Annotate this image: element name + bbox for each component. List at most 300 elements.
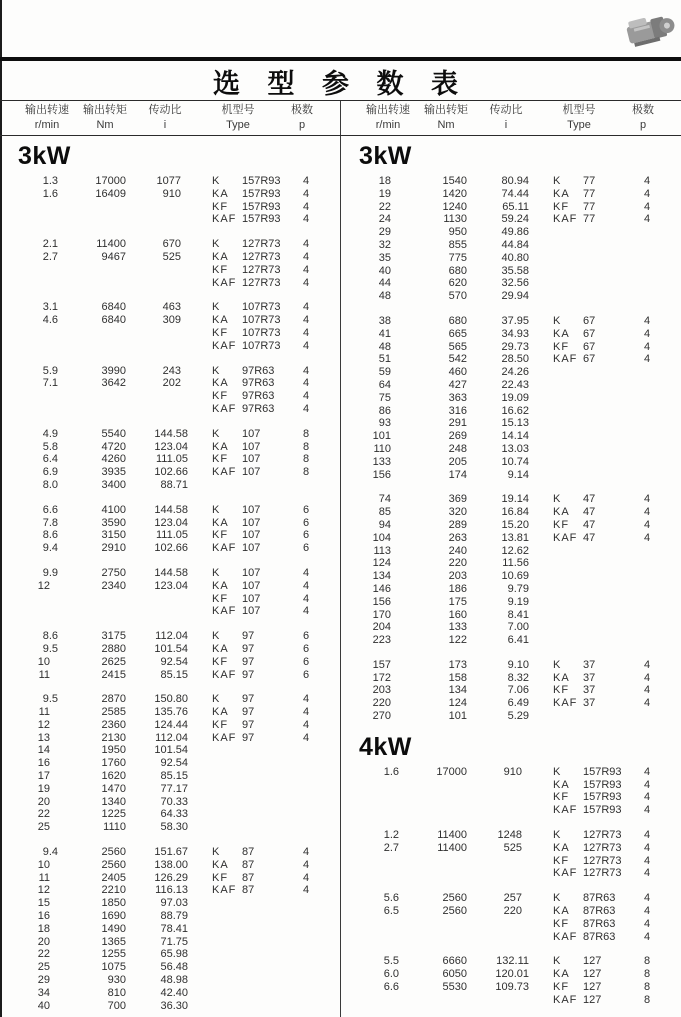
poles-cell <box>633 379 661 392</box>
type-prefix-cell: KA <box>212 440 229 453</box>
torque-cell: 2750 <box>101 566 126 579</box>
table-row <box>341 379 681 392</box>
torque-cell: 2405 <box>101 871 126 884</box>
type-prefix-cell <box>553 469 583 482</box>
type-prefix-cell: KA <box>553 506 570 519</box>
type-prefix-cell <box>212 796 242 809</box>
ratio-cell: 92.54 <box>160 757 188 770</box>
table-header <box>0 100 681 136</box>
torque-cell: 133 <box>448 621 467 634</box>
type-prefix-cell: K <box>212 846 221 859</box>
type-prefix-cell <box>212 974 242 987</box>
speed-cell <box>341 855 399 868</box>
ratio-cell <box>467 867 529 880</box>
type-prefix-cell <box>212 948 242 961</box>
row-group <box>341 659 681 723</box>
poles-cell: 4 <box>643 791 651 804</box>
speed-cell: 12 <box>37 884 50 897</box>
speed-cell: 6.0 <box>383 968 399 981</box>
table-row <box>341 994 681 1007</box>
ratio-cell: 123.04 <box>154 440 188 453</box>
row-group <box>341 955 681 1006</box>
ratio-cell: 85.15 <box>160 770 188 783</box>
type-prefix-cell <box>212 783 242 796</box>
speed-cell: 12 <box>37 718 50 731</box>
type-prefix-cell <box>553 710 583 723</box>
type-model-cell: 127R73 <box>242 238 281 251</box>
ratio-cell: 10.69 <box>501 570 529 583</box>
type-model-cell: 107 <box>242 579 261 592</box>
poles-cell: 8 <box>302 427 310 440</box>
torque-cell <box>58 277 126 290</box>
ratio-cell: 6.41 <box>507 634 529 647</box>
ratio-cell: 123.04 <box>154 579 188 592</box>
torque-cell: 4260 <box>101 453 126 466</box>
table-row <box>0 264 340 277</box>
ratio-cell <box>126 593 188 606</box>
table-row <box>341 583 681 596</box>
poles-cell <box>633 405 661 418</box>
table-row <box>341 430 681 443</box>
table-row <box>341 341 681 354</box>
gearmotor-logo-image <box>622 5 676 51</box>
speed-cell: 48 <box>378 290 391 303</box>
table-row <box>0 1000 340 1013</box>
table-row <box>0 542 340 555</box>
ratio-cell: 13.03 <box>501 442 529 455</box>
ratio-cell <box>126 340 188 353</box>
type-prefix-cell: KF <box>212 390 229 403</box>
poles-cell: 4 <box>302 276 310 289</box>
table-row <box>0 340 340 353</box>
torque-cell: 2340 <box>101 579 126 592</box>
type-model-cell: 97 <box>242 693 255 706</box>
torque-cell: 2625 <box>101 655 126 668</box>
speed-cell: 18 <box>378 175 391 187</box>
table-row <box>0 580 340 593</box>
ratio-cell: 6.49 <box>507 697 529 710</box>
poles-cell <box>633 621 661 634</box>
torque-cell: 1340 <box>101 795 126 808</box>
type-model-cell: 107 <box>242 516 261 529</box>
ratio-cell: 65.98 <box>160 948 188 961</box>
speed-cell: 6.6 <box>42 503 58 516</box>
type-prefix-cell <box>212 1000 242 1013</box>
speed-cell: 25 <box>37 961 50 974</box>
table-row <box>0 923 340 936</box>
type-model-cell <box>242 987 290 1000</box>
speed-cell: 157 <box>372 658 391 671</box>
torque-cell: 1950 <box>101 744 126 757</box>
type-prefix-cell: K <box>212 630 221 643</box>
poles-cell: 4 <box>302 579 310 592</box>
speed-cell: 8.6 <box>42 630 58 643</box>
type-model-cell <box>583 290 631 303</box>
type-model-cell: 127R73 <box>583 841 622 854</box>
ratio-cell <box>126 213 188 226</box>
speed-cell: 10 <box>37 858 50 871</box>
ratio-cell: 34.93 <box>501 327 529 340</box>
table-row <box>341 855 681 868</box>
table-row <box>0 656 340 669</box>
speed-cell: 32 <box>378 238 391 251</box>
type-prefix-cell <box>553 557 583 570</box>
speed-cell: 59 <box>378 366 391 379</box>
ratio-cell <box>467 994 529 1007</box>
torque-cell: 1130 <box>443 213 467 226</box>
ratio-cell: 92.54 <box>160 655 188 668</box>
speed-cell: 113 <box>373 544 391 557</box>
poles-cell: 8 <box>643 968 651 981</box>
torque-cell: 1420 <box>442 187 467 200</box>
type-prefix-cell: KF <box>212 718 229 731</box>
type-prefix-cell: KF <box>553 791 570 804</box>
row-group <box>0 428 340 492</box>
table-row <box>341 892 681 905</box>
ratio-cell <box>126 605 188 618</box>
torque-cell: 950 <box>448 226 467 239</box>
table-row <box>341 672 681 685</box>
type-prefix-cell <box>212 757 242 770</box>
table-row <box>341 791 681 804</box>
table-row <box>0 910 340 923</box>
torque-cell: 2415 <box>101 668 126 681</box>
ratio-cell: 28.50 <box>501 353 529 366</box>
ratio-cell: 88.79 <box>160 910 188 923</box>
speed-cell: 86 <box>378 404 391 417</box>
poles-cell: 6 <box>302 516 310 529</box>
type-prefix-cell: K <box>553 829 562 842</box>
type-model-cell <box>242 948 290 961</box>
type-prefix-cell: KAF <box>553 867 578 880</box>
type-model-cell <box>583 265 631 278</box>
ratio-cell: 77.17 <box>160 782 188 795</box>
type-model-cell: 97 <box>242 642 255 655</box>
type-model-cell: 97 <box>242 668 255 681</box>
ratio-cell: 124.44 <box>154 718 188 731</box>
poles-cell <box>633 469 661 482</box>
type-prefix-cell: K <box>553 658 562 671</box>
speed-cell <box>0 327 58 340</box>
poles-cell: 4 <box>302 706 310 719</box>
table-row <box>0 757 340 770</box>
type-model-cell: 87R63 <box>583 930 616 943</box>
ratio-cell: 70.33 <box>160 795 188 808</box>
type-model-cell <box>242 479 290 492</box>
poles-cell: 4 <box>302 339 310 352</box>
type-prefix-cell: KA <box>553 968 570 981</box>
table-row <box>0 390 340 403</box>
poles-cell: 4 <box>643 506 651 519</box>
ratio-cell: 29.73 <box>501 340 529 353</box>
type-model-cell <box>583 456 631 469</box>
ratio-cell: 1248 <box>497 829 522 842</box>
type-model-cell: 97R63 <box>242 390 275 403</box>
torque-cell: 11400 <box>437 841 467 854</box>
torque-cell: 542 <box>448 353 467 366</box>
type-prefix-cell: KF <box>553 917 570 930</box>
table-row <box>341 905 681 918</box>
type-prefix-cell <box>553 417 583 430</box>
type-model-cell: 47 <box>583 493 596 506</box>
torque-cell: 9467 <box>101 250 126 263</box>
type-model-cell: 107 <box>242 503 261 516</box>
torque-cell: 158 <box>448 671 467 684</box>
ratio-cell: 10.74 <box>501 455 529 468</box>
speed-cell: 38 <box>378 314 391 327</box>
table-row <box>0 428 340 441</box>
type-model-cell: 107 <box>242 529 261 542</box>
table-row <box>0 630 340 643</box>
type-prefix-cell: KAF <box>212 542 237 555</box>
ratio-cell: 9.79 <box>507 582 529 595</box>
table-row <box>341 443 681 456</box>
poles-cell: 6 <box>302 503 310 516</box>
type-model-cell: 97R63 <box>242 402 275 415</box>
table-row <box>0 669 340 682</box>
row-group <box>0 175 340 226</box>
torque-cell: 6840 <box>101 301 126 314</box>
torque-cell: 775 <box>448 251 467 264</box>
type-prefix-cell: K <box>553 955 562 968</box>
speed-cell: 51 <box>378 353 391 366</box>
poles-cell <box>292 897 320 910</box>
torque-cell <box>58 213 126 226</box>
speed-cell: 4.9 <box>42 427 58 440</box>
torque-cell: 2880 <box>101 642 126 655</box>
type-prefix-cell: KF <box>212 655 229 668</box>
speed-cell <box>341 994 399 1007</box>
speed-cell: 223 <box>372 634 391 647</box>
poles-cell <box>633 265 661 278</box>
type-prefix-cell: KAF <box>212 884 237 897</box>
type-prefix-cell <box>212 961 242 974</box>
type-model-cell <box>242 910 290 923</box>
ratio-cell: 88.71 <box>160 478 188 491</box>
speed-cell: 4.6 <box>42 314 58 327</box>
torque-cell: 1470 <box>101 782 126 795</box>
table-row <box>341 175 681 188</box>
table-row <box>341 596 681 609</box>
type-model-cell <box>583 405 631 418</box>
type-prefix-cell <box>553 290 583 303</box>
type-model-cell <box>242 1000 290 1013</box>
torque-cell <box>58 264 126 277</box>
poles-cell <box>633 417 661 430</box>
speed-cell: 41 <box>378 327 391 340</box>
type-prefix-cell: KA <box>212 706 229 719</box>
table-row <box>0 605 340 618</box>
table-row <box>0 783 340 796</box>
speed-cell: 156 <box>372 595 391 608</box>
type-prefix-cell: KF <box>212 200 229 213</box>
torque-cell: 2560 <box>442 892 467 905</box>
type-model-cell <box>583 609 631 622</box>
type-prefix-cell <box>553 226 583 239</box>
speed-cell: 6.6 <box>383 981 399 994</box>
type-prefix-cell: K <box>212 175 221 187</box>
ratio-cell <box>467 855 529 868</box>
poles-cell: 6 <box>302 642 310 655</box>
torque-cell: 3990 <box>101 364 126 377</box>
table-row <box>341 867 681 880</box>
type-prefix-cell: KF <box>553 684 570 697</box>
poles-cell <box>633 583 661 596</box>
ratio-cell: 144.58 <box>154 566 188 579</box>
type-prefix-cell <box>212 897 242 910</box>
type-prefix-cell: KF <box>553 200 570 213</box>
poles-cell <box>633 609 661 622</box>
speed-cell: 29 <box>378 226 391 239</box>
type-model-cell: 157R93 <box>242 200 281 213</box>
torque-cell: 3175 <box>101 630 126 643</box>
ratio-cell: 37.95 <box>501 314 529 327</box>
torque-cell: 220 <box>448 557 467 570</box>
ratio-cell: 97.03 <box>160 897 188 910</box>
table-row <box>0 796 340 809</box>
type-model-cell <box>242 757 290 770</box>
ratio-cell: 42.40 <box>160 986 188 999</box>
power-section-title: 3kW <box>359 142 412 170</box>
type-prefix-cell: KA <box>212 642 229 655</box>
poles-cell: 6 <box>302 630 310 643</box>
poles-cell: 4 <box>302 364 310 377</box>
speed-cell: 75 <box>378 391 391 404</box>
type-prefix-cell <box>553 392 583 405</box>
speed-cell: 19 <box>37 782 50 795</box>
header-poles: 极数 p <box>632 104 654 131</box>
type-model-cell: 67 <box>583 327 596 340</box>
speed-cell: 13 <box>37 731 50 744</box>
torque-cell: 160 <box>448 608 467 621</box>
torque-cell: 3935 <box>101 466 126 479</box>
header-poles: 极数 p <box>291 104 313 131</box>
speed-cell <box>0 213 58 226</box>
speed-cell: 9.4 <box>42 846 58 859</box>
table-row <box>341 829 681 842</box>
ratio-cell: 8.41 <box>507 608 529 621</box>
row-group <box>341 175 681 303</box>
ratio-cell: 101.54 <box>154 642 188 655</box>
poles-cell <box>633 456 661 469</box>
torque-cell: 1850 <box>101 897 126 910</box>
type-prefix-cell: KF <box>212 871 229 884</box>
ratio-cell <box>467 804 529 817</box>
ratio-cell <box>126 327 188 340</box>
poles-cell <box>633 239 661 252</box>
torque-cell: 186 <box>448 582 467 595</box>
speed-cell: 18 <box>37 922 50 935</box>
type-prefix-cell <box>553 265 583 278</box>
table-row <box>0 897 340 910</box>
type-prefix-cell <box>553 443 583 456</box>
type-prefix-cell: KAF <box>212 668 237 681</box>
type-prefix-cell <box>553 405 583 418</box>
table-row <box>341 239 681 252</box>
table-row <box>0 377 340 390</box>
table-row <box>341 570 681 583</box>
poles-cell <box>633 443 661 456</box>
type-prefix-cell: KF <box>553 981 570 994</box>
ratio-cell: 36.30 <box>160 999 188 1012</box>
type-prefix-cell: KAF <box>553 353 578 366</box>
ratio-cell: 5.29 <box>507 710 529 723</box>
table-row <box>0 706 340 719</box>
torque-cell: 240 <box>448 544 467 557</box>
type-model-cell <box>583 621 631 634</box>
ratio-cell <box>126 390 188 403</box>
type-model-cell: 97 <box>242 718 255 731</box>
poles-cell <box>633 430 661 443</box>
ratio-cell: 19.09 <box>501 391 529 404</box>
type-model-cell: 97R63 <box>242 377 275 390</box>
type-model-cell: 157R93 <box>583 778 622 791</box>
torque-cell: 1225 <box>101 808 126 821</box>
type-prefix-cell <box>553 430 583 443</box>
torque-cell: 620 <box>448 277 467 290</box>
table-row <box>341 277 681 290</box>
row-group <box>0 301 340 352</box>
speed-cell: 22 <box>37 948 50 961</box>
poles-cell: 8 <box>302 453 310 466</box>
ratio-cell: 11.56 <box>502 557 529 570</box>
speed-cell <box>0 403 58 416</box>
ratio-cell: 243 <box>162 364 181 377</box>
type-prefix-cell: KA <box>553 841 570 854</box>
type-model-cell: 127R73 <box>583 867 622 880</box>
type-model-cell <box>583 710 631 723</box>
table-row <box>341 918 681 931</box>
header-type: 机型号 Type <box>562 104 596 131</box>
speed-cell: 5.6 <box>383 892 399 905</box>
table-row <box>341 469 681 482</box>
torque-cell <box>58 605 126 618</box>
ratio-cell: 29.94 <box>501 290 529 303</box>
poles-cell: 4 <box>643 892 651 905</box>
torque-cell: 5540 <box>101 427 126 440</box>
speed-cell <box>341 804 399 817</box>
poles-cell <box>633 634 661 647</box>
torque-cell: 1620 <box>101 770 126 783</box>
speed-cell: 1.6 <box>383 765 399 778</box>
speed-cell: 11 <box>38 668 50 681</box>
speed-cell: 172 <box>372 671 391 684</box>
type-model-cell: 37 <box>583 684 596 697</box>
ratio-cell: 525 <box>162 250 181 263</box>
poles-cell: 4 <box>302 250 310 263</box>
speed-cell: 134 <box>372 570 391 583</box>
speed-cell: 9.5 <box>42 642 58 655</box>
table-row <box>0 251 340 264</box>
type-model-cell: 67 <box>583 340 596 353</box>
table-row <box>0 808 340 821</box>
ratio-cell: 144.58 <box>154 427 188 440</box>
torque-cell: 565 <box>448 340 467 353</box>
torque-cell: 2585 <box>101 706 126 719</box>
torque-cell: 5530 <box>442 981 467 994</box>
poles-cell <box>633 710 661 723</box>
type-model-cell: 107R73 <box>242 301 281 314</box>
header-torque: 输出转矩 Nm <box>83 104 127 131</box>
torque-cell: 289 <box>448 518 467 531</box>
ratio-cell: 49.86 <box>501 226 529 239</box>
type-prefix-cell: KA <box>212 314 229 327</box>
poles-cell: 4 <box>302 693 310 706</box>
type-model-cell: 37 <box>583 671 596 684</box>
type-model-cell: 127 <box>583 968 602 981</box>
torque-cell <box>399 804 467 817</box>
speed-cell: 20 <box>37 795 50 808</box>
